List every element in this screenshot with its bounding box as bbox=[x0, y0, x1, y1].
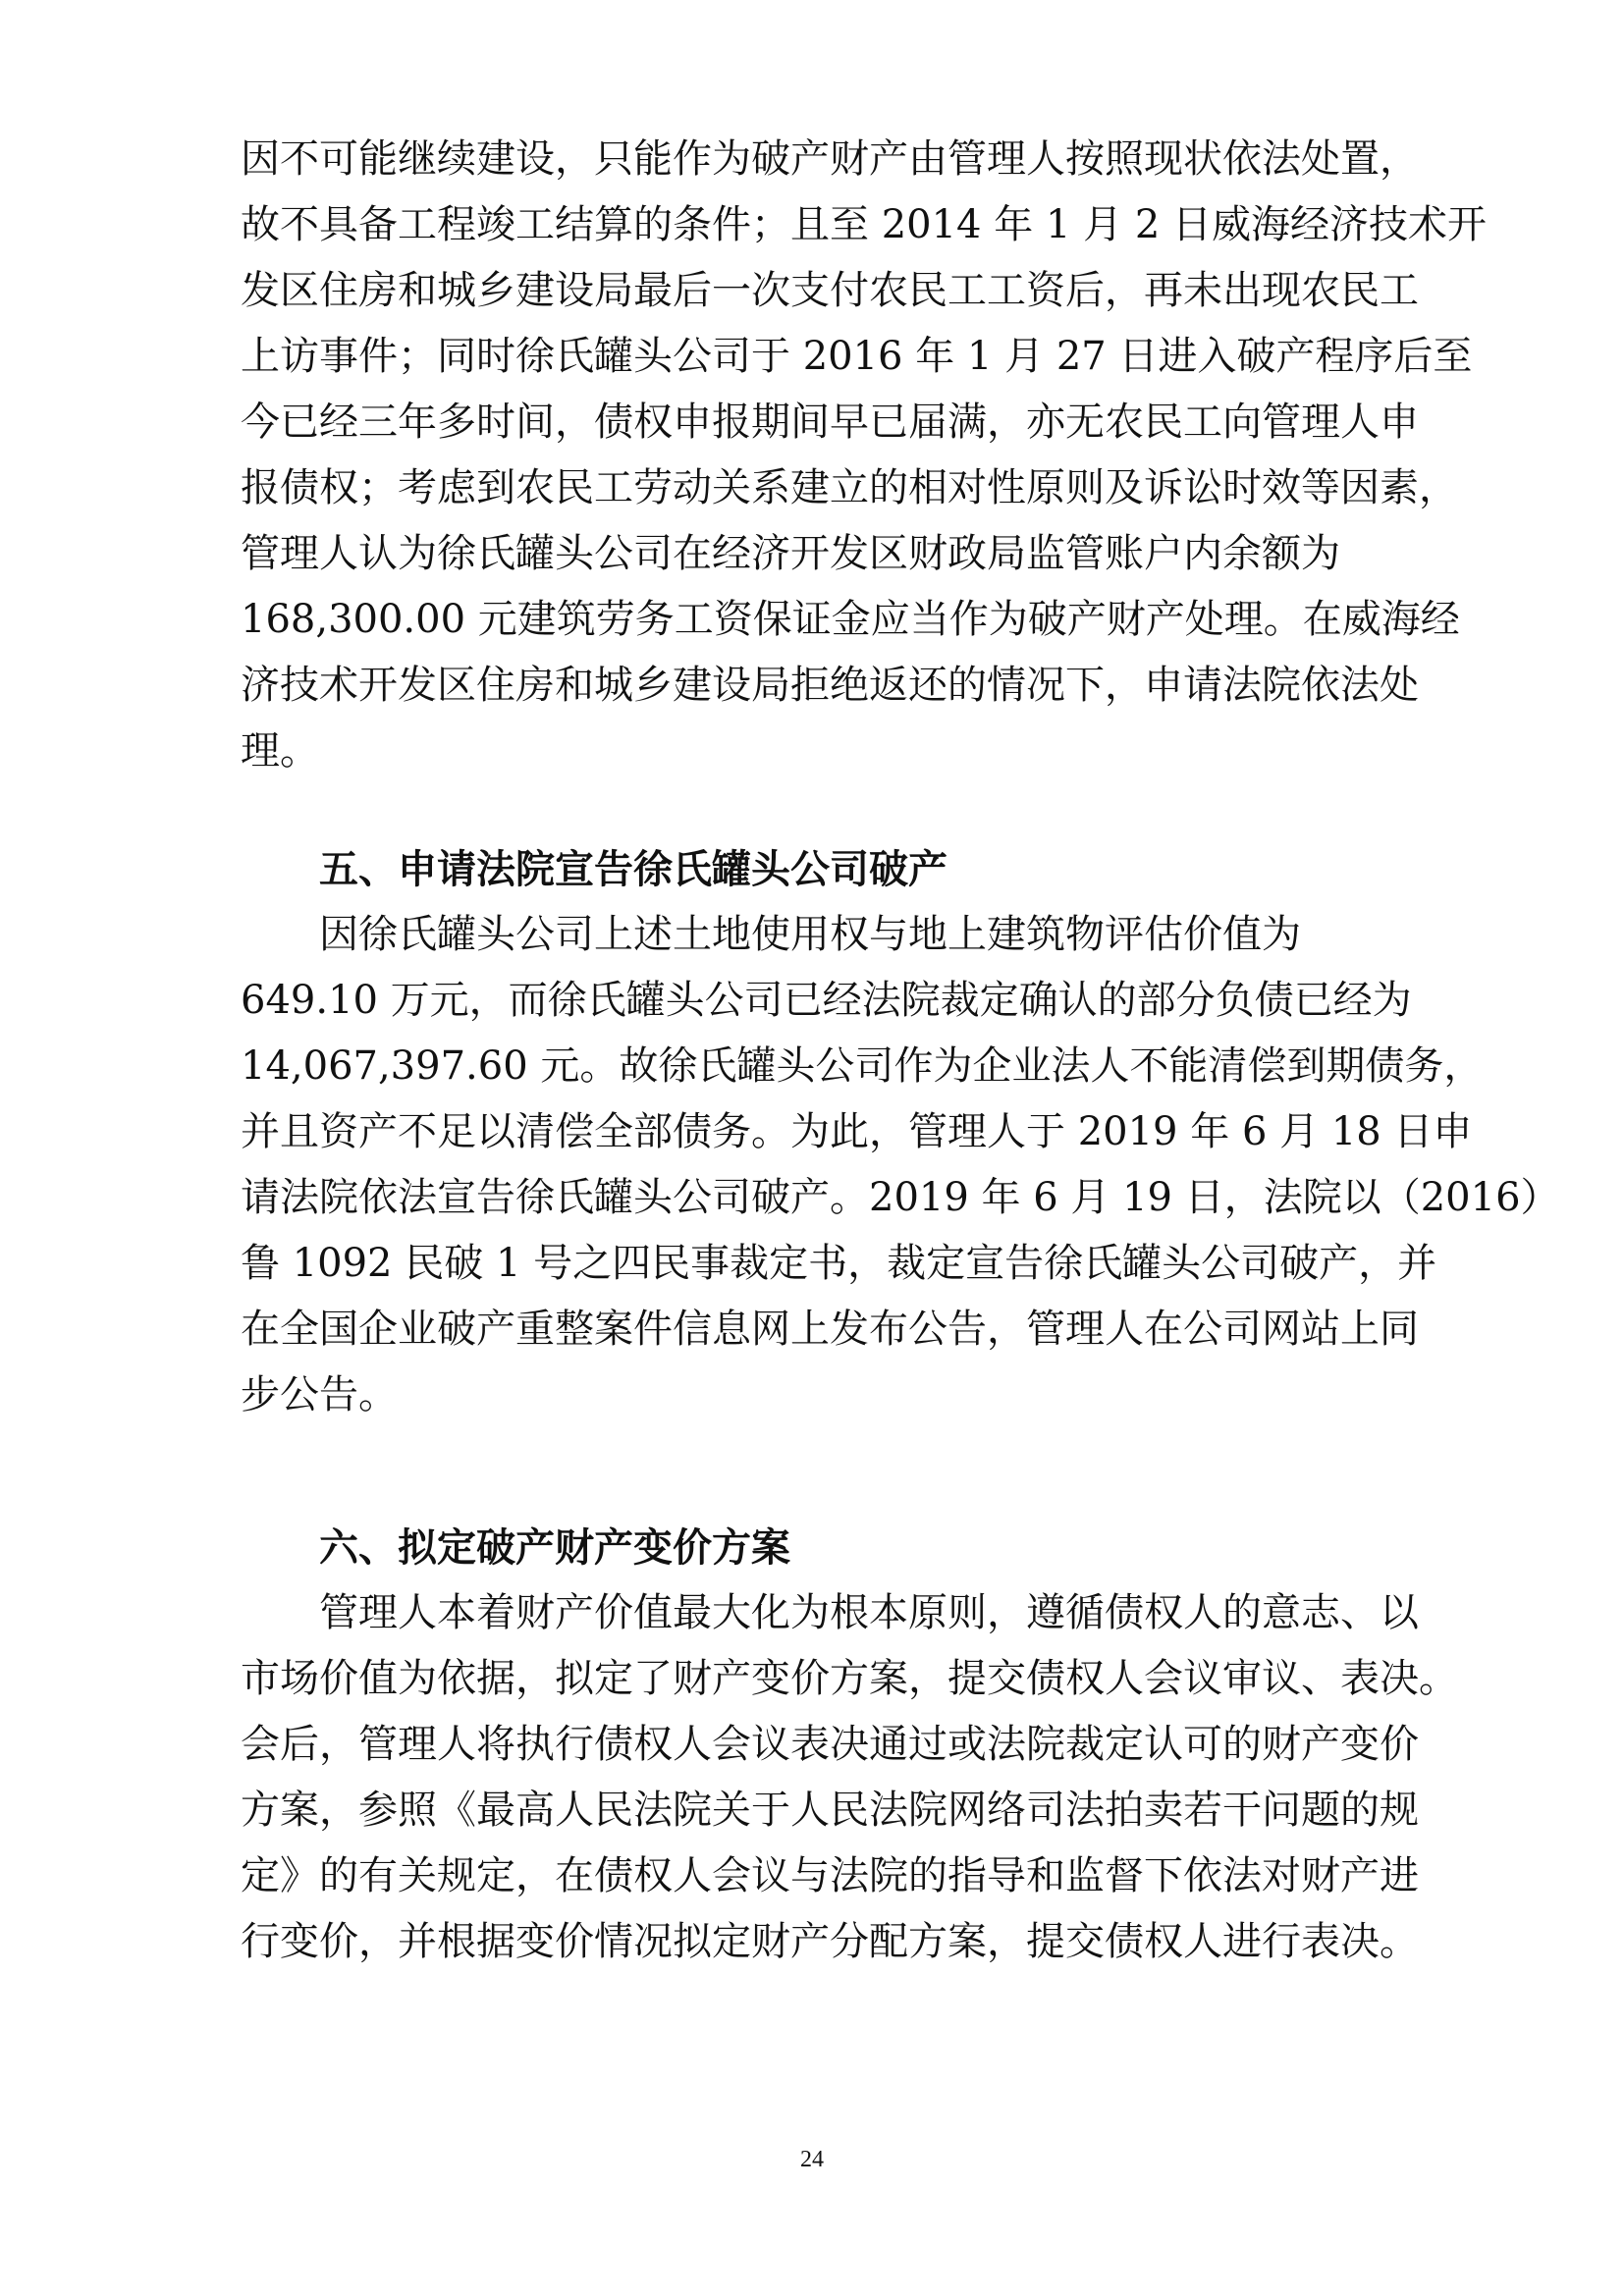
paragraph-line: 649.10 万元，而徐氏罐头公司已经法院裁定确认的部分负债已经为 bbox=[241, 978, 1412, 1023]
paragraph-line: 发区住房和城乡建设局最后一次支付农民工工资后，再未出现农民工 bbox=[241, 268, 1419, 313]
paragraph-line: 济技术开发区住房和城乡建设局拒绝返还的情况下，申请法院依法处 bbox=[241, 663, 1419, 708]
paragraph-line: 因不可能继续建设，只能作为破产财产由管理人按照现状依法处置， bbox=[241, 136, 1419, 182]
paragraph-line: 行变价，并根据变价情况拟定财产分配方案，提交债权人进行表决。 bbox=[241, 1919, 1419, 1964]
paragraph-line: 理。 bbox=[241, 728, 319, 774]
paragraph-line: 方案，参照《最高人民法院关于人民法院网络司法拍卖若干问题的规 bbox=[241, 1788, 1419, 1833]
paragraph-line: 并且资产不足以清偿全部债务。为此，管理人于 2019 年 6 月 18 日申 bbox=[241, 1109, 1473, 1154]
paragraph-line: 因徐氏罐头公司上述土地使用权与地上建筑物评估价值为 bbox=[319, 912, 1301, 957]
page-number: 24 bbox=[800, 2147, 824, 2172]
paragraph-line: 步公告。 bbox=[241, 1372, 398, 1417]
paragraph-line: 市场价值为依据，拟定了财产变价方案，提交债权人会议审议、表决。 bbox=[241, 1656, 1458, 1701]
paragraph-line: 14,067,397.60 元。故徐氏罐头公司作为企业法人不能清偿到期债务， bbox=[241, 1043, 1484, 1089]
paragraph-line: 会后，管理人将执行债权人会议表决通过或法院裁定认可的财产变价 bbox=[241, 1722, 1419, 1767]
paragraph-line: 在全国企业破产重整案件信息网上发布公告，管理人在公司网站上同 bbox=[241, 1307, 1419, 1352]
paragraph-line: 请法院依法宣告徐氏罐头公司破产。2019 年 6 月 19 日，法院以（2016） bbox=[241, 1175, 1560, 1220]
paragraph-line: 定》的有关规定，在债权人会议与法院的指导和监督下依法对财产进 bbox=[241, 1853, 1419, 1898]
paragraph-line: 今已经三年多时间，债权申报期间早已届满，亦无农民工向管理人申 bbox=[241, 400, 1419, 445]
paragraph-line: 报债权；考虑到农民工劳动关系建立的相对性原则及诉讼时效等因素， bbox=[241, 465, 1458, 510]
paragraph-line: 上访事件；同时徐氏罐头公司于 2016 年 1 月 27 日进入破产程序后至 bbox=[241, 334, 1473, 379]
paragraph-line: 168,300.00 元建筑劳务工资保证金应当作为破产财产处理。在威海经 bbox=[241, 597, 1460, 642]
section-heading: 五、申请法院宣告徐氏罐头公司破产 bbox=[319, 847, 947, 892]
paragraph-line: 管理人本着财产价值最大化为根本原则，遵循债权人的意志、以 bbox=[319, 1590, 1419, 1635]
paragraph-line: 管理人认为徐氏罐头公司在经济开发区财政局监管账户内余额为 bbox=[241, 531, 1340, 576]
section-heading: 六、拟定破产财产变价方案 bbox=[319, 1525, 790, 1571]
paragraph-line: 鲁 1092 民破 1 号之四民事裁定书，裁定宣告徐氏罐头公司破产，并 bbox=[241, 1241, 1437, 1286]
paragraph-line: 故不具备工程竣工结算的条件；且至 2014 年 1 月 2 日威海经济技术开 bbox=[241, 202, 1487, 247]
